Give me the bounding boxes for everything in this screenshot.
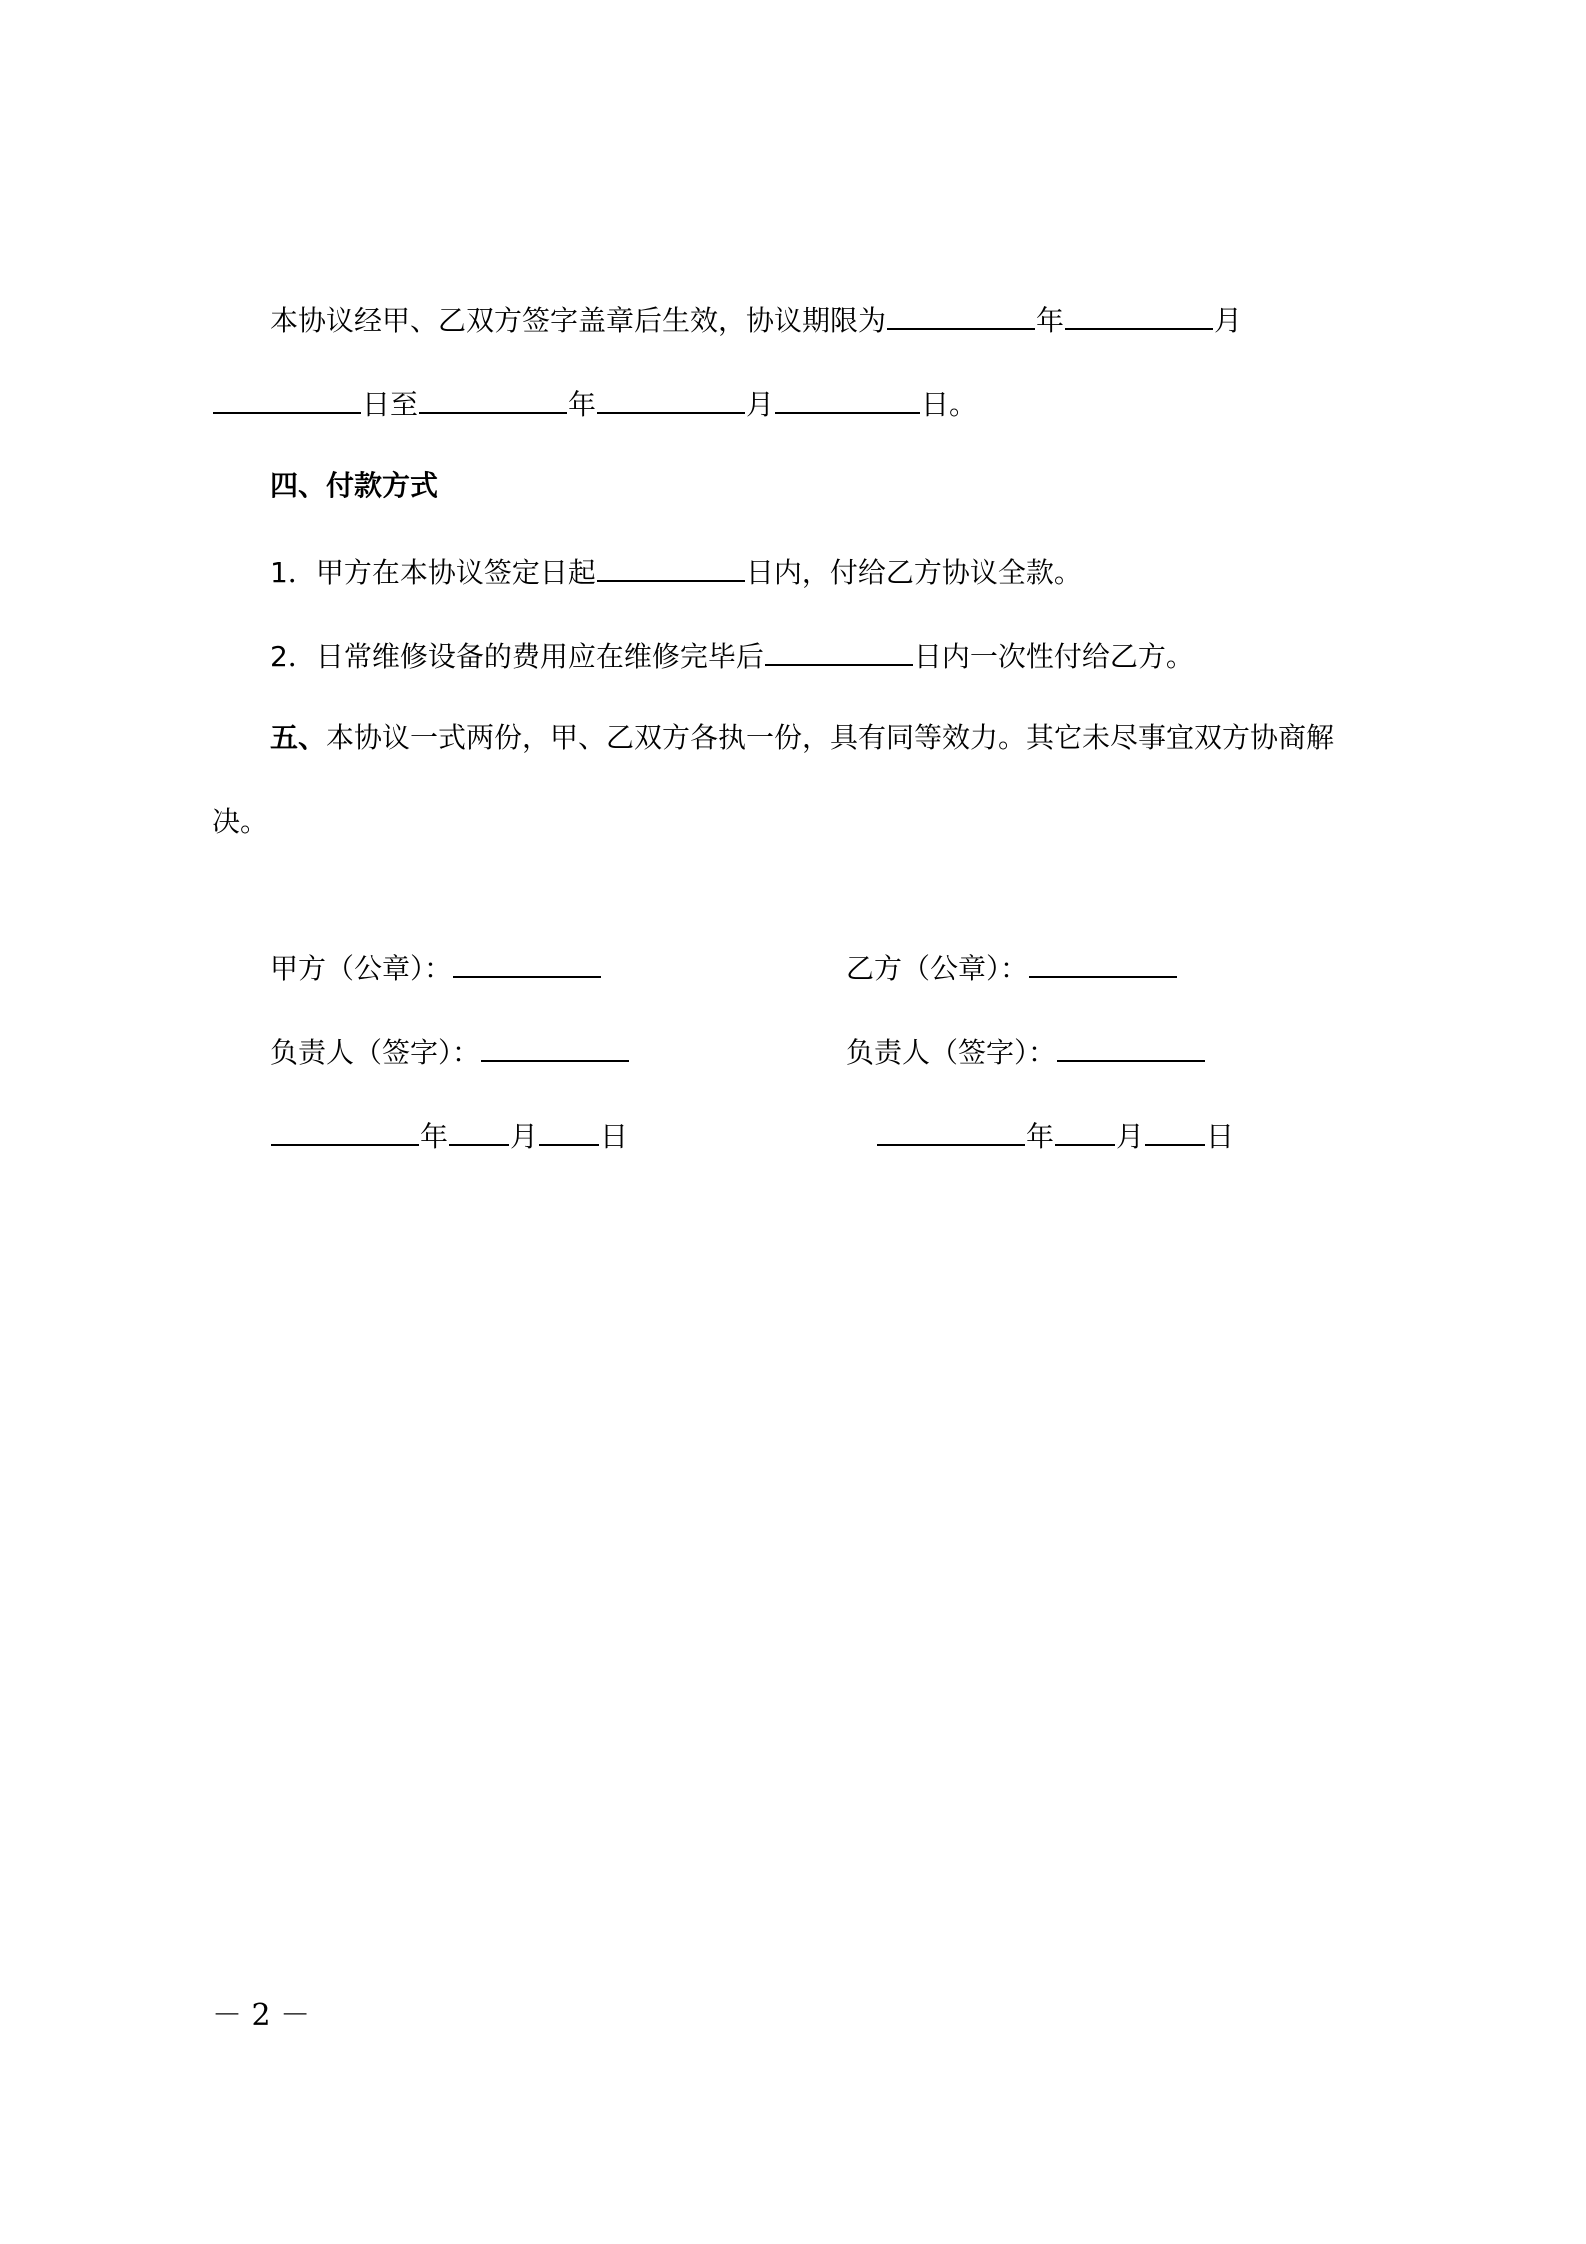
- party-a-day-label: 日: [600, 1120, 629, 1153]
- party-a-rep-line: [270, 1030, 630, 1073]
- section5-text: 本协议一式两份，甲、乙双方各执一份，具有同等效力。其它未尽事宜双方协商解: [326, 721, 1335, 754]
- page-number: － 2 －: [212, 1998, 311, 2033]
- term-clause-text: 本协议经甲、乙双方签字盖章后生效，协议期限为: [270, 304, 887, 337]
- term-end-month-label: 月: [746, 388, 775, 421]
- section4-item1-prefix: 1．甲方在本协议签定日起: [270, 556, 596, 589]
- term-month-label: 月: [1214, 304, 1243, 337]
- term-year-label: 年: [1036, 304, 1065, 337]
- section5-line2: 决。: [212, 805, 269, 838]
- party-a-month-blank: [449, 1114, 509, 1146]
- term-end-day-blank: [775, 382, 920, 414]
- section5-line1: [270, 718, 1334, 758]
- term-clause-line1: [270, 298, 1242, 341]
- party-b-year-blank: [877, 1114, 1025, 1146]
- party-a-month-label: 月: [510, 1120, 539, 1153]
- section4-item1-blank: [597, 550, 745, 582]
- party-b-rep-line: [846, 1030, 1206, 1073]
- party-b-seal-label: 乙方（公章）：: [846, 952, 1029, 985]
- party-b-seal-blank: [1029, 946, 1177, 978]
- term-end-day-label: 日。: [921, 388, 978, 421]
- term-day-blank: [213, 382, 361, 414]
- party-a-rep-blank: [481, 1030, 629, 1062]
- section5-heading: 五、: [270, 721, 327, 754]
- section4-item2-suffix: 日内一次性付给乙方。: [913, 640, 1194, 673]
- section4-item2-blank: [765, 634, 913, 666]
- term-end-year-blank: [419, 382, 567, 414]
- party-b-seal-line: [846, 946, 1178, 989]
- section4-item2: [270, 634, 1194, 677]
- party-a-seal-label: 甲方（公章）：: [270, 952, 453, 985]
- term-year-blank: [887, 298, 1035, 330]
- section4-item1: [270, 550, 1082, 593]
- party-b-rep-label: 负责人（签字）：: [846, 1036, 1057, 1069]
- party-a-date-line: [270, 1114, 628, 1157]
- party-b-month-label: 月: [1116, 1120, 1145, 1153]
- term-month-blank: [1065, 298, 1213, 330]
- party-a-year-blank: [271, 1114, 419, 1146]
- party-a-seal-line: [270, 946, 602, 989]
- party-b-month-blank: [1055, 1114, 1115, 1146]
- party-b-day-label: 日: [1206, 1120, 1235, 1153]
- term-day-to-label: 日至: [362, 388, 419, 421]
- party-b-year-label: 年: [1026, 1120, 1055, 1153]
- term-end-month-blank: [597, 382, 745, 414]
- term-end-year-label: 年: [568, 388, 597, 421]
- party-a-year-label: 年: [420, 1120, 449, 1153]
- term-clause-line2: [212, 382, 977, 425]
- section4-item1-suffix: 日内，付给乙方协议全款。: [745, 556, 1082, 589]
- party-b-day-blank: [1145, 1114, 1205, 1146]
- section4-heading: 四、付款方式: [270, 469, 439, 502]
- party-a-seal-blank: [453, 946, 601, 978]
- section4-item2-prefix: 2．日常维修设备的费用应在维修完毕后: [270, 640, 764, 673]
- party-a-day-blank: [539, 1114, 599, 1146]
- party-b-date-line: [876, 1114, 1234, 1157]
- party-a-rep-label: 负责人（签字）：: [270, 1036, 481, 1069]
- party-b-rep-blank: [1057, 1030, 1205, 1062]
